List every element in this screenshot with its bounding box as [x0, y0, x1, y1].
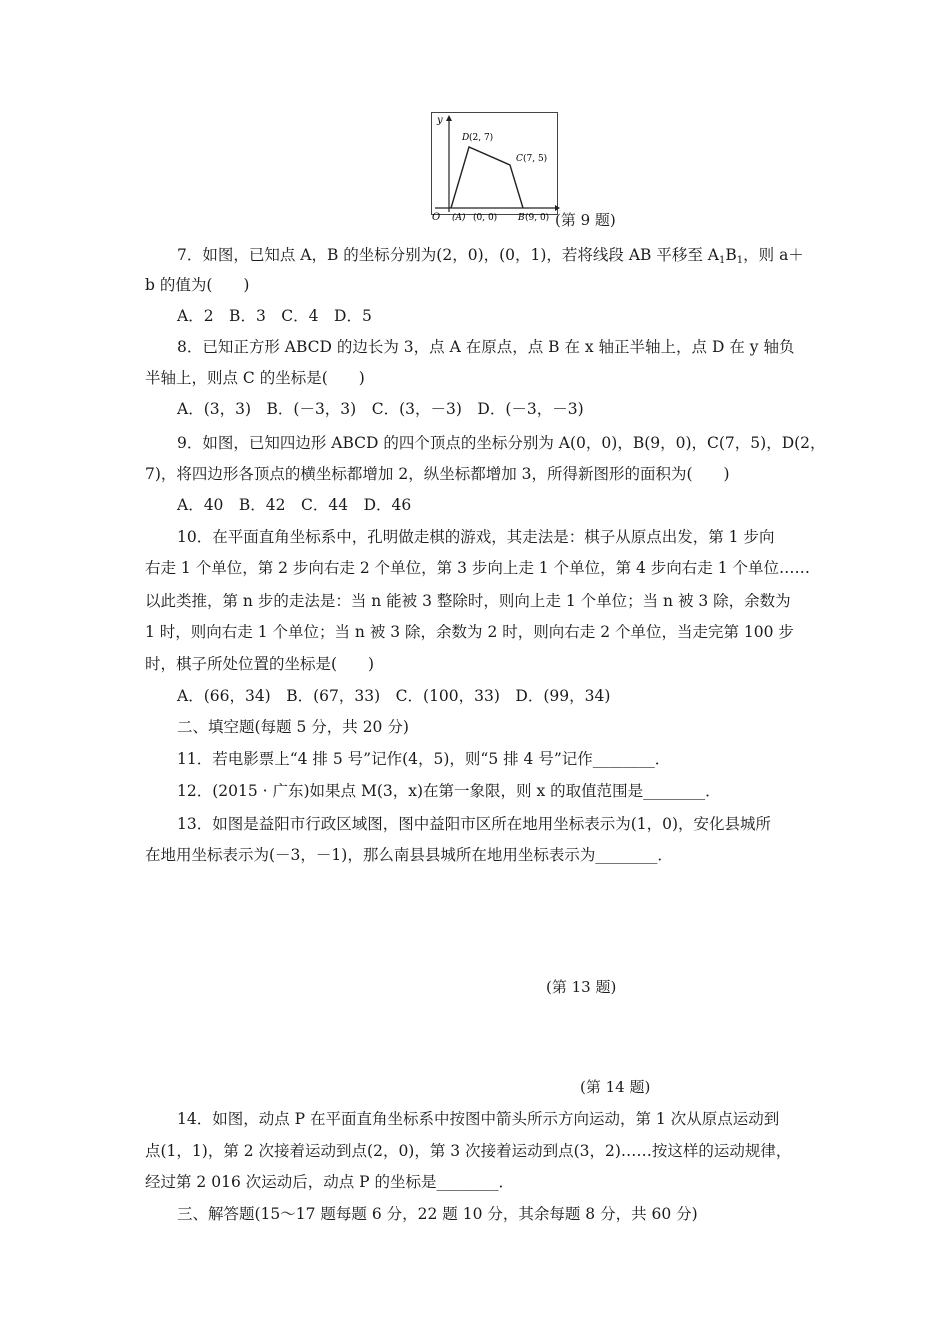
point-c-label: C: [516, 154, 523, 164]
point-b-coords: (9, 0): [525, 213, 550, 223]
point-b-label: B: [518, 213, 525, 223]
question-10-options: A．(66，34) B．(67，33) C．(100，33) D．(99，34): [177, 687, 611, 705]
q7-text-a: 7．如图，已知点 A，B 的坐标分别为(2，0)，(0，1)，若将线段 AB 平移至 A: [177, 246, 719, 264]
figure-9-caption: (第 9 题): [555, 211, 616, 229]
question-14-line-2: 点(1，1)，第 2 次接着运动到点(2，0)，第 3 次接着运动到点(3，2)……按这样的运动规律，: [145, 1142, 792, 1160]
q7-text-c: ，则 a＋: [743, 246, 804, 264]
question-7-options: A．2 B．3 C．4 D．5: [177, 307, 372, 325]
q7-subscript-1: 1: [719, 255, 726, 266]
point-d-label: D: [462, 133, 470, 143]
question-12: 12．(2015 · 广东)如果点 M(3，x)在第一象限，则 x 的取值范围是________．: [177, 782, 721, 800]
section-3-heading: 三、解答题(15～17 题每题 6 分，22 题 10 分，其余每题 8 分，共 60 分): [177, 1205, 698, 1223]
q7-subscript-2: 1: [736, 255, 744, 266]
question-7-line-1: [177, 244, 804, 272]
section-2-heading: 二、填空题(每题 5 分，共 20 分): [177, 718, 409, 736]
question-10-line-2: 右走 1 个单位，第 2 步向右走 2 个单位，第 3 步向上走 1 个单位，第 4 步向右走 1 个单位……: [145, 559, 811, 577]
question-10-line-4: 1 时，则向右走 1 个单位；当 n 被 3 除，余数为 2 时，则向右走 2 个单位，当走完第 100 步: [145, 623, 794, 641]
point-d-coords: (2, 7): [469, 133, 494, 143]
point-c-coords: (7, 5): [523, 154, 548, 164]
point-a-label: (A): [452, 213, 466, 223]
question-14-line-1: 14．如图，动点 P 在平面直角坐标系中按图中箭头所示方向运动，第 1 次从原点运动到: [177, 1110, 780, 1128]
question-9-options: A．40 B．42 C．44 D．46: [177, 496, 412, 514]
question-8-line-1: 8．已知正方形 ABCD 的边长为 3，点 A 在原点，点 B 在 x 轴正半轴上，点 D 在 y 轴负: [177, 338, 795, 356]
question-9-line-1: 9．如图，已知四边形 ABCD 的四个顶点的坐标分别为 A(0，0)，B(9，0)，C(7，5)，D(2，: [177, 434, 826, 452]
question-7-line-2: b 的值为( ): [145, 276, 250, 294]
origin-label: O: [432, 212, 441, 223]
question-14-line-3: 经过第 2 016 次运动后，动点 P 的坐标是________．: [145, 1173, 515, 1191]
question-8-line-2: 半轴上，则点 C 的坐标是( ): [145, 369, 365, 387]
question-8-options: A．(3，3) B．(－3，3) C．(3，－3) D．(－3，－3): [177, 400, 584, 418]
quadrilateral-abcd: [451, 147, 523, 208]
question-13-line-2: 在地用坐标表示为(－3，－1)，那么南县县城所在地用坐标表示为________．: [145, 846, 673, 864]
question-10-line-5: 时，棋子所处位置的坐标是( ): [145, 655, 375, 673]
figure-14-caption: (第 14 题): [580, 1078, 651, 1096]
question-10-line-1: 10．在平面直角坐标系中，孔明做走棋的游戏，其走法是：棋子从原点出发，第 1 步向: [177, 528, 775, 546]
q7-text-b: B: [725, 246, 737, 264]
question-13-line-1: 13．如图是益阳市行政区域图，图中益阳市区所在地用坐标表示为(1，0)，安化县城所: [177, 815, 772, 833]
figure-9-quadrilateral-graph: [431, 112, 561, 226]
question-9-line-2: 7)，将四边形各顶点的横坐标都增加 2，纵坐标都增加 3，所得新图形的面积为( ): [145, 465, 730, 483]
figure-13-caption: (第 13 题): [546, 978, 617, 996]
question-11: 11．若电影票上“4 排 5 号”记作(4，5)，则“5 排 4 号”记作________．: [177, 750, 671, 768]
y-axis-label: y: [437, 115, 443, 126]
point-a-coords: (0, 0): [473, 213, 498, 223]
y-axis-arrow-icon: [446, 115, 452, 121]
question-10-line-3: 以此类推，第 n 步的走法是：当 n 能被 3 整除时，则向上走 1 个单位；当 n 被 3 除，余数为: [145, 592, 791, 610]
